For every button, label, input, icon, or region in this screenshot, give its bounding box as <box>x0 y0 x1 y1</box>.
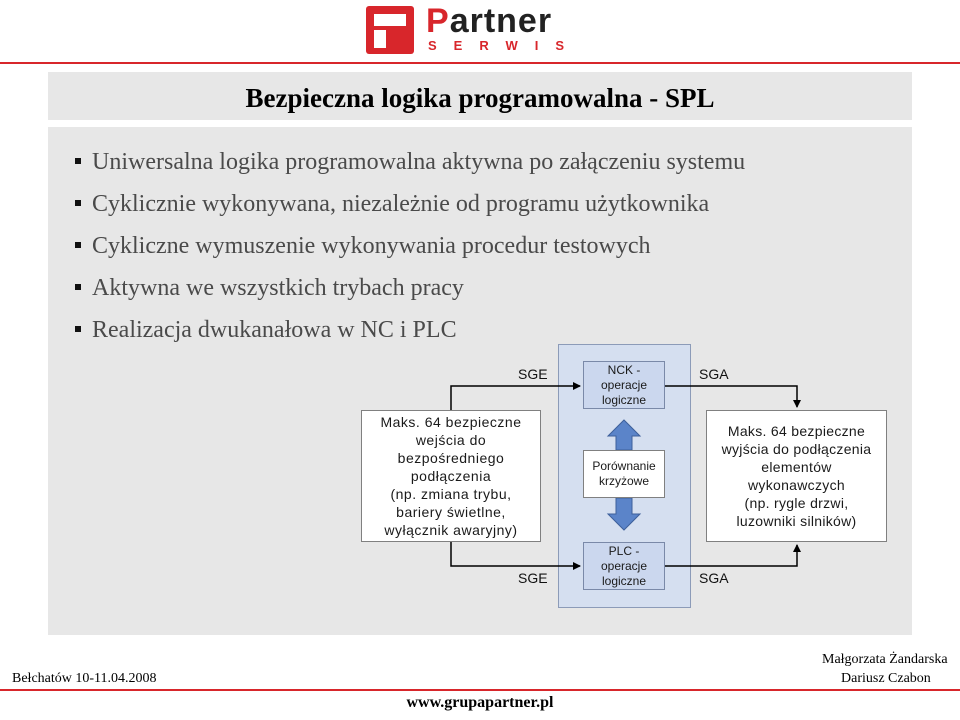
safe-outputs-box <box>706 410 887 542</box>
bullet-square-icon <box>75 200 81 206</box>
bullet-square-icon <box>75 284 81 290</box>
bullet-item <box>70 228 745 270</box>
logo-mark-icon <box>366 6 414 54</box>
label-sge-bottom: SGE <box>518 570 548 586</box>
label-sge-top: SGE <box>518 366 548 382</box>
footer-author-1: Małgorzata Żandarska <box>822 652 948 667</box>
nck-logic-text: NCK - operacje logiczne <box>600 362 648 407</box>
bullet-item <box>70 186 745 228</box>
logo-name-rest: artner <box>449 2 553 40</box>
cross-comparison-text: Porównanie krzyżowe <box>592 459 656 488</box>
logo-subtitle: SERWIS <box>428 38 582 53</box>
partner-serwis-logo <box>366 2 596 56</box>
header-divider <box>0 62 960 64</box>
bullet-text: Aktywna we wszystkich trybach pracy <box>92 275 464 301</box>
bullet-square-icon <box>75 242 81 248</box>
safe-inputs-text: Maks. 64 bezpieczne wejścia do bezpośredniego podłączenia (np. zmiana trybu, bariery świetlne, wyłącznik awaryjny) <box>380 414 522 538</box>
bullet-item <box>70 270 745 312</box>
footer-url: www.grupapartner.pl <box>406 694 554 711</box>
plc-logic-box <box>583 542 665 590</box>
slide-title: Bezpieczna logika programowalna - SPL <box>245 83 715 113</box>
label-sga-bottom: SGA <box>699 570 729 586</box>
bullet-text: Realizacja dwukanałowa w NC i PLC <box>92 317 457 343</box>
label-sga-top: SGA <box>699 366 729 382</box>
footer-divider <box>0 689 960 691</box>
footer-location-date: Bełchatów 10-11.04.2008 <box>12 671 157 686</box>
bullet-list <box>70 144 745 354</box>
title-band <box>48 72 912 120</box>
bullet-text: Cyklicznie wykonywana, niezależnie od programu użytkownika <box>92 191 710 217</box>
logo-name-first: P <box>426 2 450 40</box>
bullet-square-icon <box>75 326 81 332</box>
nck-logic-box <box>583 361 665 409</box>
safe-inputs-box <box>361 410 541 542</box>
bullet-text: Uniwersalna logika programowalna aktywna po załączeniu systemu <box>92 149 746 175</box>
bullet-text: Cykliczne wymuszenie wykonywania procedur testowych <box>92 233 651 259</box>
safe-outputs-text: Maks. 64 bezpieczne wyjścia do podłączenia elementów wykonawczych (np. rygle drzwi, luzowniki silników) <box>721 423 872 529</box>
cross-comparison-box <box>583 450 665 498</box>
footer-author-2: Dariusz Czabon <box>841 671 931 686</box>
bullet-item <box>70 144 745 186</box>
plc-logic-text: PLC - operacje logiczne <box>600 543 648 588</box>
logo-name <box>426 2 552 41</box>
bullet-square-icon <box>75 158 81 164</box>
